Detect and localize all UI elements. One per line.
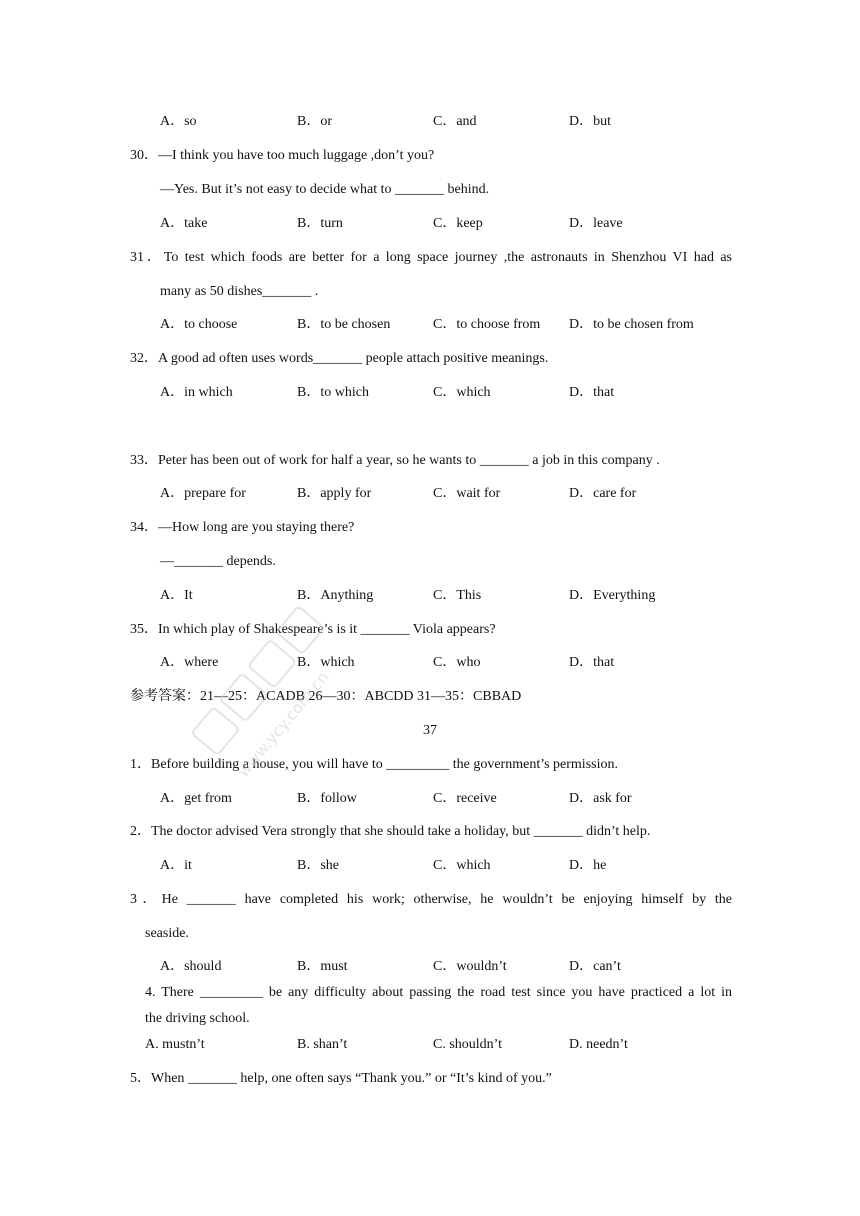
s3-stem: 3．He _______ have completed his work; otherwise, he wouldn’t be enjoying himself by the: [130, 892, 732, 907]
s4-option-d: D. needn’t: [569, 1037, 628, 1052]
s1-option-c: C．receive: [433, 791, 497, 806]
s2-stem: 2．The doctor advised Vera strongly that she should take a holiday, but _______ didn’t help.: [130, 824, 651, 839]
s3-option-c: C．wouldn’t: [433, 959, 507, 974]
q31-option-a: A．to choose: [160, 317, 238, 332]
q34-option-d: D．Everything: [569, 588, 656, 603]
s3-option-b: B．must: [297, 959, 348, 974]
q33-option-b: B．apply for: [297, 486, 372, 501]
s4-option-a: A. mustn’t: [145, 1037, 205, 1052]
q34-prompt: 34．—How long are you staying there?: [130, 520, 355, 535]
q31-option-c: C．to choose from: [433, 317, 541, 332]
s1-stem: 1．Before building a house, you will have to _________ the government’s permission.: [130, 757, 618, 772]
s3-stem-cont: seaside.: [145, 926, 189, 941]
s3-option-d: D．can’t: [569, 959, 621, 974]
q32-option-a: A．in which: [160, 385, 233, 400]
q35-option-c: C．who: [433, 655, 481, 670]
q35-option-b: B．which: [297, 655, 355, 670]
section-number: 37: [423, 723, 437, 738]
s2-option-d: D．he: [569, 858, 607, 873]
s1-option-d: D．ask for: [569, 791, 632, 806]
s4-stem-cont: the driving school.: [145, 1011, 250, 1026]
s4-option-b: B. shan’t: [297, 1037, 348, 1052]
s3-option-a: A．should: [160, 959, 222, 974]
s1-option-b: B．follow: [297, 791, 357, 806]
q30-option-a: A．take: [160, 216, 208, 231]
q32-stem: 32．A good ad often uses words_______ people attach positive meanings.: [130, 351, 549, 366]
q32-option-d: D．that: [569, 385, 615, 400]
q29-option-b: B．or: [297, 114, 332, 129]
q30-option-b: B．turn: [297, 216, 343, 231]
q30-prompt: 30．—I think you have too much luggage ,don’t you?: [130, 148, 435, 163]
q31-stem-cont: many as 50 dishes_______ .: [160, 284, 319, 299]
q35-option-d: D．that: [569, 655, 615, 670]
q33-option-c: C．wait for: [433, 486, 501, 501]
q30-option-d: D．leave: [569, 216, 623, 231]
answer-key: 参考答案：21—25：ACADB 26—30：ABCDD 31—35：CBBAD: [130, 689, 522, 704]
s2-option-a: A．it: [160, 858, 192, 873]
q34-option-b: B．Anything: [297, 588, 374, 603]
q35-stem: 35．In which play of Shakespeare’s is it _______ Viola appears?: [130, 622, 496, 637]
q33-stem: 33．Peter has been out of work for half a year, so he wants to _______ a job in this company .: [130, 453, 660, 468]
q32-option-b: B．to which: [297, 385, 369, 400]
s2-option-c: C．which: [433, 858, 491, 873]
q30-option-c: C．keep: [433, 216, 483, 231]
q34-reply: —_______ depends.: [160, 554, 276, 569]
q31-option-d: D．to be chosen from: [569, 317, 694, 332]
watermark-text: www.ycy.com.cn: [233, 667, 333, 781]
s5-stem: 5．When _______ help, one often says “Thank you.” or “It’s kind of you.”: [130, 1071, 552, 1086]
q29-option-c: C．and: [433, 114, 477, 129]
s4-stem: 4. There _________ be any difficulty about passing the road test since you have practiced a lot in: [145, 985, 732, 1000]
s2-option-b: B．she: [297, 858, 339, 873]
q30-reply: —Yes. But it’s not easy to decide what to _______ behind.: [160, 182, 490, 197]
q31-option-b: B．to be chosen: [297, 317, 391, 332]
q33-option-a: A．prepare for: [160, 486, 246, 501]
s4-option-c: C. shouldn’t: [433, 1037, 502, 1052]
q33-option-d: D．care for: [569, 486, 637, 501]
q29-option-d: D．but: [569, 114, 611, 129]
q34-option-a: A．It: [160, 588, 193, 603]
q31-stem: 31．To test which foods are better for a long space journey ,the astronauts in Shenzhou VI had as: [130, 250, 732, 265]
q34-option-c: C．This: [433, 588, 482, 603]
q29-option-a: A．so: [160, 114, 197, 129]
q32-option-c: C．which: [433, 385, 491, 400]
q35-option-a: A．where: [160, 655, 219, 670]
s1-option-a: A．get from: [160, 791, 232, 806]
